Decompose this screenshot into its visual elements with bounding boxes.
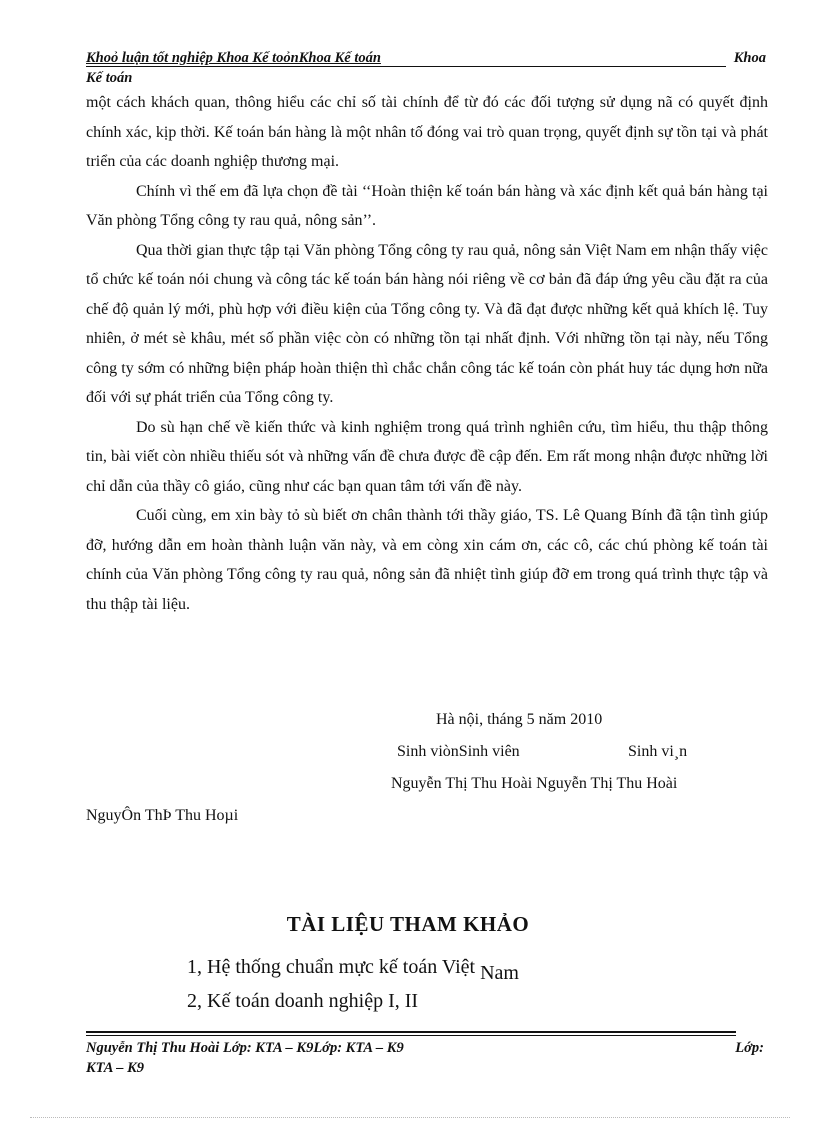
footer-rule [86,1031,736,1033]
paragraph: một cách khách quan, thông hiểu các chỉ số tài chính để từ đó các đối tượng sử dụng nã có quyết định chính xác, kịp thời. Kế toán bán hàng là một nhân tố đóng vai trò quan trọng, quyết định sự tồn tại và phát triển của các doanh nghiệp thương mại. [86,94,768,170]
page-header [86,48,766,88]
page-bottom-dotted-line [30,1117,790,1118]
footer-line2: KTA – K9 [86,1060,145,1076]
paragraph: Do sù hạn chế về kiến thức và kinh nghiệm trong quá trình nghiên cứu, tìm hiểu, thu thập thông tin, bài viết còn nhiều thiếu sót và những vấn đề chưa được đề cập đến. Em rất mong nhận được những lời chỉ dẫn của thầy cô giáo, cũng như các bạn quan tâm tới vấn đề này. [86,418,768,495]
reference-suffix: Nam [480,962,519,984]
reference-text: 2, Kế toán doanh nghiệp I, II [187,990,419,1012]
references-title: TÀI LIỆU THAM KHẢO [286,912,530,936]
paragraph: Qua thời gian thực tập tại Văn phòng Tổng công ty rau quả, nông sản Việt Nam em nhận thấy việc tổ chức kế toán nói chung và công tác kế toán bán hàng nói riêng về cơ bản đã đáp ứng yêu cầu đặt ra của chế độ quản lý mới, phù hợp với điều kiện của Tổng công ty. Và đã đạt được những kết quả khích lệ. Tuy nhiên, ở mét sè khâu, mét số phần việc còn có những tồn tại nhất định. Với những tồn tại này, nếu Tổng công ty sớm có những biện pháp hoàn thiện thì chắc chắn công tác kế toán còn phát huy tác dụng hơn nữa đối với sự phát triển của Tổng công ty. [86,241,768,406]
footer-right: Lớp: [735,1040,764,1056]
header-right: Khoa [733,50,766,66]
footer-rule-thin [86,1035,736,1036]
signature-garbled-name: NguyÔn ThÞ Thu Hoµi [86,807,239,824]
paragraph: Chính vì thế em đã lựa chọn đề tài ‘‘Hoàn thiện kế toán bán hàng và xác định kết quả bán hàng tại Văn phòng Tổng công ty rau quả, nông sản’’. [86,182,768,229]
signature-names: Nguyễn Thị Thu Hoài Nguyễn Thị Thu Hoài [391,775,678,792]
reference-text: 1, Hệ thống chuẩn mực kế toán Việt [187,956,481,978]
signature-date: Hà nội, tháng 5 năm 2010 [436,711,603,728]
header-title: Khoỏ luận tốt nghiệp Khoa Kế toỏnKhoa Kế toán [86,50,381,66]
header-rule [86,66,726,67]
page-footer [86,1038,764,1078]
signature-role-2: Sinh vi¸n [628,743,688,760]
reference-item [187,956,519,984]
paragraph: Cuối cùng, em xin bày tỏ sù biết ơn chân thành tới thầy giáo, TS. Lê Quang Bính đã tận tình giúp đỡ, hướng dẫn em hoàn thành luận văn này, và em còng xin cám ơn, các cô, các chú phòng kế toán tài chính của Văn phòng Tổng công ty rau quả, nông sản đã nhiệt tình giúp đỡ em trong quá trình thực tập và thu thập tài liệu. [86,507,768,613]
footer-left: Nguyễn Thị Thu Hoài Lớp: KTA – K9Lớp: KTA – K9 [86,1040,404,1056]
reference-item [187,990,418,1013]
header-line2: Kế toán [86,70,133,86]
signature-role: Sinh viònSinh viên [397,743,520,760]
body-text [86,88,768,619]
